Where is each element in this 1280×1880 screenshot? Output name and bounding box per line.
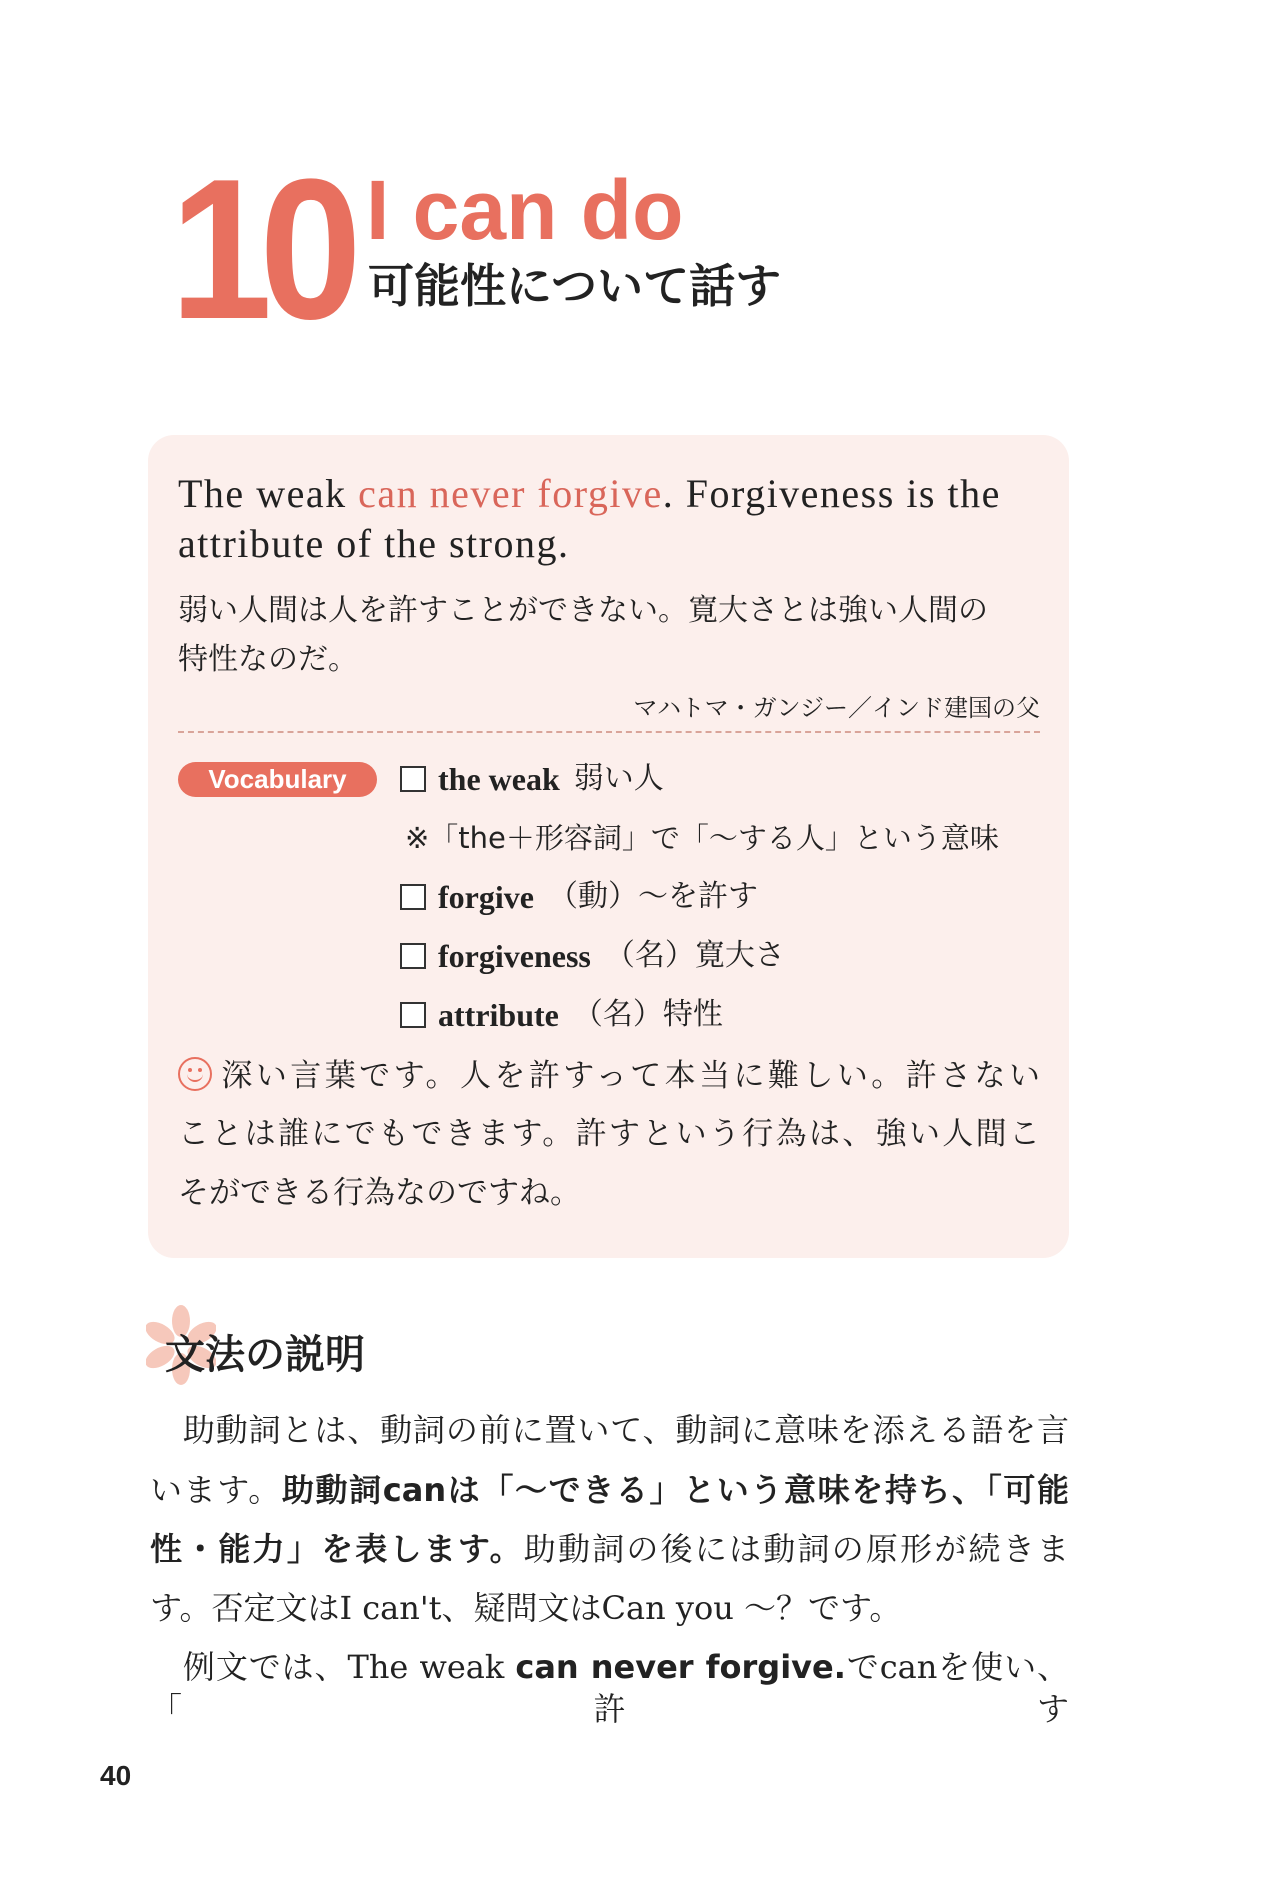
vocab-item — [400, 995, 723, 1035]
grammar-line — [150, 1469, 1069, 1511]
lesson-title-en: I can do — [366, 163, 684, 257]
grammar-text: 助動詞の後には動詞の原形が続きま — [523, 1530, 1069, 1568]
quote-highlight: can never forgive — [358, 471, 663, 516]
quote-jp-line1: 弱い人間は人を許すことができない。寛大さとは強い人間の — [178, 593, 988, 628]
grammar-bold: 性・能力」を表します。 — [150, 1530, 524, 1568]
checkbox[interactable] — [400, 943, 426, 969]
smile-icon — [178, 1057, 212, 1091]
vocab-word: forgiveness — [438, 938, 591, 974]
checkbox[interactable] — [400, 1002, 426, 1028]
quote-en-line1 — [178, 470, 1040, 517]
grammar-text: います。 — [150, 1471, 282, 1509]
grammar-bold: 助動詞canは「～できる」という意味を持ち、「可能 — [281, 1471, 1069, 1509]
grammar-text: でcanを使い、「許す — [150, 1648, 1069, 1728]
vocab-meaning: 弱い人 — [573, 761, 664, 796]
vocab-item — [400, 877, 758, 917]
quote-author: マハトマ・ガンジー／インド建国の父 — [633, 694, 1040, 722]
quote-en-line2: attribute of the strong. — [178, 521, 570, 566]
quote-text: The weak — [178, 471, 359, 516]
vocab-word: attribute — [438, 997, 559, 1033]
page-number: 40 — [100, 1760, 132, 1791]
dashed-divider — [178, 731, 1040, 733]
grammar-heading: 文法の説明 — [165, 1332, 365, 1378]
vocab-meaning: （動）～を許す — [547, 879, 758, 914]
vocab-note: ※「the＋形容詞」で「～する人」という意味 — [405, 821, 999, 855]
comment-line — [178, 1056, 1040, 1096]
lesson-title-jp: 可能性について話す — [368, 259, 782, 313]
grammar-line — [150, 1528, 1069, 1570]
quote-jp-line2: 特性なのだ。 — [178, 642, 358, 677]
checkbox[interactable] — [400, 884, 426, 910]
comment-line: そができる行為なのですね。 — [178, 1175, 581, 1211]
lesson-number: 10 — [170, 138, 349, 361]
vocab-item — [400, 936, 785, 976]
checkbox[interactable] — [400, 766, 426, 792]
grammar-line — [150, 1646, 1069, 1730]
grammar-bold: can never forgive. — [515, 1648, 846, 1686]
vocab-meaning: （名）寛大さ — [604, 938, 785, 973]
quote-text: . Forgiveness is the — [662, 471, 1001, 516]
comment-line: ことは誰にでもできます。許すという行為は、強い人間こ — [178, 1116, 1040, 1152]
grammar-line: 助動詞とは、動詞の前に置いて、動詞に意味を添える語を言 — [150, 1411, 1069, 1449]
comment-text: 深い言葉です。人を許すって本当に難しい。許さない — [218, 1058, 1040, 1094]
vocab-word: forgive — [438, 879, 534, 915]
grammar-text: 例文では、The weak — [150, 1648, 516, 1686]
grammar-line: す。否定文はI can't、疑問文はCan you ～？です。 — [150, 1589, 902, 1627]
vocab-meaning: （名）特性 — [572, 997, 723, 1032]
vocab-item — [400, 759, 664, 799]
vocab-word: the weak — [438, 761, 560, 797]
vocabulary-badge: Vocabulary — [178, 762, 377, 797]
